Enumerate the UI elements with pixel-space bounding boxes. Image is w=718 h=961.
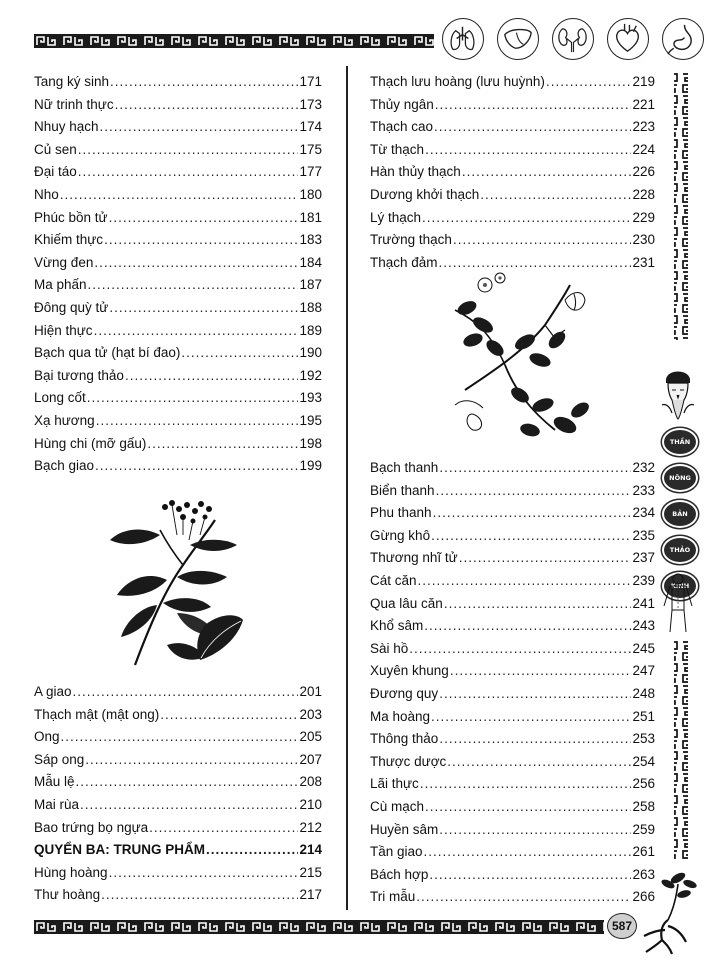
toc-entry-page: 228 (632, 187, 655, 202)
toc-entry (34, 185, 322, 205)
toc-entry-page: 203 (299, 707, 322, 722)
dot-leader (100, 117, 299, 137)
toc-entry-title: Hùng chi (mỡ gấu) (34, 436, 147, 451)
sage-portrait-illustration (660, 365, 696, 420)
toc-entry-page: 217 (299, 887, 322, 902)
toc-entry (370, 661, 655, 681)
toc-entry-page: 254 (632, 754, 655, 769)
toc-entry-page: 187 (299, 277, 322, 292)
toc-entry-page: 175 (299, 142, 322, 157)
toc-entry (34, 863, 322, 883)
dot-leader (422, 208, 631, 228)
dot-leader (206, 840, 298, 860)
toc-entry-title: Bao trứng bọ ngựa (34, 820, 149, 835)
toc-entry-title: Đông quỳ tử (34, 300, 109, 315)
toc-entry-title: Hàn thủy thạch (370, 164, 461, 179)
toc-entry-title: Thương nhĩ tử (370, 550, 458, 565)
toc-entry-page: 221 (632, 97, 655, 112)
toc-entry-page: 251 (632, 709, 655, 724)
toc-entry-page: 261 (632, 844, 655, 859)
toc-entry (34, 366, 322, 386)
toc-entry-title: Tần giao (370, 844, 423, 859)
toc-entry-title: Nhuy hạch (34, 119, 99, 134)
toc-entry-page: 171 (299, 74, 322, 89)
stomach-icon (662, 18, 704, 60)
toc-entry (34, 705, 322, 725)
toc-entry-title: Mẫu lệ (34, 774, 75, 789)
dot-leader (453, 230, 632, 250)
toc-entry-page: 180 (299, 187, 322, 202)
toc-entry (34, 727, 322, 747)
toc-entry (370, 458, 655, 478)
seal-badge: KINH (662, 572, 698, 600)
toc-entry-page: 190 (299, 345, 322, 360)
dot-leader (418, 571, 632, 591)
toc-entry-title: Bạch qua tử (hạt bí đao) (34, 345, 181, 360)
seal-badge: THẢO (662, 536, 698, 564)
toc-entry-page: 207 (299, 752, 322, 767)
dot-leader (61, 727, 299, 747)
toc-entry-title: Trường thạch (370, 232, 452, 247)
toc-entry (370, 842, 655, 862)
toc-entry-title: Đại táo (34, 164, 77, 179)
toc-entry-title: Phúc bồn tử (34, 210, 108, 225)
toc-entry-title: Ong (34, 729, 60, 744)
toc-entry-title: Cù mạch (370, 799, 425, 814)
toc-entry (370, 185, 655, 205)
toc-entry (34, 298, 322, 318)
dot-leader (149, 818, 298, 838)
toc-entry-page: 223 (632, 119, 655, 134)
toc-entry (34, 140, 322, 160)
toc-entry-title: Từ thạch (370, 142, 425, 157)
toc-entry-page: 188 (299, 300, 322, 315)
toc-entry-page: 226 (632, 164, 655, 179)
toc-entry-title: Lãi thực (370, 776, 419, 791)
toc-entry-title: Sáp ong (34, 752, 85, 767)
toc-entry-page: 253 (632, 731, 655, 746)
toc-entry (370, 481, 655, 501)
toc-entry-title: Ma phấn (34, 277, 87, 292)
toc-entry-page: 266 (632, 889, 655, 904)
toc-entry (34, 343, 322, 363)
dot-leader (480, 185, 631, 205)
toc-entry (370, 571, 655, 591)
page-number: 587 (607, 913, 637, 939)
dot-leader (125, 366, 299, 386)
dot-leader (88, 275, 299, 295)
toc-entry-title: Vừng đen (34, 255, 94, 270)
toc-entry-title: Tang ký sinh (34, 74, 110, 89)
toc-entry (34, 434, 322, 454)
toc-entry (34, 750, 322, 770)
toc-entry-page: 208 (299, 774, 322, 789)
toc-entry (370, 140, 655, 160)
toc-entry (370, 707, 655, 727)
toc-entry (370, 548, 655, 568)
acupuncture-figure-illustration (658, 572, 698, 634)
toc-entry-title: Bại tương thảo (34, 368, 124, 383)
toc-entry-page: 235 (632, 528, 655, 543)
toc-entry (34, 840, 322, 860)
toc-entry-page: 205 (299, 729, 322, 744)
toc-entry (34, 456, 322, 476)
liver-icon (497, 18, 539, 60)
dot-leader (429, 865, 631, 885)
toc-entry (370, 162, 655, 182)
dot-leader (160, 705, 298, 725)
heart-icon (607, 18, 649, 60)
toc-entry-page: 192 (299, 368, 322, 383)
toc-entry (370, 616, 655, 636)
dot-leader (416, 887, 631, 907)
toc-entry-title: Lý thạch (370, 210, 422, 225)
toc-entry-title: Thược dược (370, 754, 447, 769)
toc-entry-page: 263 (632, 867, 655, 882)
dot-leader (80, 795, 298, 815)
side-border-strip-top (666, 72, 696, 340)
dot-leader (450, 661, 632, 681)
dot-leader (425, 140, 631, 160)
dot-leader (409, 639, 631, 659)
toc-entry (370, 526, 655, 546)
toc-entry-page: 199 (299, 458, 322, 473)
rose-plant-illustration (445, 270, 595, 450)
dot-leader (94, 253, 298, 273)
dot-leader (444, 594, 632, 614)
toc-entry-page: 233 (632, 483, 655, 498)
toc-entry-page: 184 (299, 255, 322, 270)
dot-leader (431, 526, 631, 546)
toc-entry-page: 229 (632, 210, 655, 225)
toc-entry-page: 224 (632, 142, 655, 157)
dot-leader (94, 321, 299, 341)
toc-entry (370, 820, 655, 840)
toc-entry-title: Mai rùa (34, 797, 80, 812)
dot-leader (436, 481, 632, 501)
toc-entry-title: Sài hồ (370, 641, 409, 656)
toc-entry (34, 411, 322, 431)
dot-leader (109, 863, 299, 883)
toc-entry-title: Thủy ngân (370, 97, 434, 112)
dot-leader (109, 298, 298, 318)
dot-leader (439, 684, 631, 704)
dot-leader (424, 616, 631, 636)
dot-leader (104, 230, 298, 250)
dot-leader (433, 503, 632, 523)
toc-entry (370, 208, 655, 228)
toc-entry (34, 682, 322, 702)
toc-entry-page: 195 (299, 413, 322, 428)
toc-entry-title: Bạch giao (34, 458, 95, 473)
toc-entry-page: 258 (632, 799, 655, 814)
side-border-strip-bottom (666, 640, 696, 860)
dot-leader (420, 774, 632, 794)
lungs-icon (442, 18, 484, 60)
kidneys-icon (552, 18, 594, 60)
toc-entry (34, 117, 322, 137)
toc-entry-page: 247 (632, 663, 655, 678)
toc-entry-page: 189 (299, 323, 322, 338)
toc-entry-title: Thông thảo (370, 731, 439, 746)
toc-entry (370, 729, 655, 749)
toc-entry (34, 208, 322, 228)
toc-entry-title: Biển thanh (370, 483, 435, 498)
toc-entry-title: Xuyên khung (370, 663, 449, 678)
toc-entry (34, 275, 322, 295)
dot-leader (78, 140, 299, 160)
organ-icons (442, 18, 706, 62)
toc-entry-page: 230 (632, 232, 655, 247)
toc-entry (370, 797, 655, 817)
toc-entry-title: Qua lâu căn (370, 596, 443, 611)
toc-entry-title: Thạch mật (mật ong) (34, 707, 160, 722)
toc-entry-title: Bách hợp (370, 867, 429, 882)
dot-leader (447, 752, 631, 772)
dot-leader (439, 458, 631, 478)
toc-entry-page: 219 (632, 74, 655, 89)
dot-leader (101, 885, 298, 905)
top-border-band (34, 34, 434, 48)
toc-entry-page: 259 (632, 822, 655, 837)
toc-entry (370, 887, 655, 907)
toc-entry (370, 684, 655, 704)
toc-entry-title: Khiếm thực (34, 232, 104, 247)
toc-entry-page: 239 (632, 573, 655, 588)
dot-leader (424, 842, 632, 862)
toc-entry-page: 173 (299, 97, 322, 112)
dot-leader (181, 343, 298, 363)
toc-entry-page: 215 (299, 865, 322, 880)
toc-entry-title: Bạch thanh (370, 460, 439, 475)
toc-entry-page: 237 (632, 550, 655, 565)
dot-leader (73, 682, 299, 702)
dot-leader (439, 820, 631, 840)
toc-entry-page: 231 (632, 255, 655, 270)
toc-entry (34, 321, 322, 341)
dot-leader (60, 185, 299, 205)
toc-entry (370, 95, 655, 115)
toc-entry (370, 503, 655, 523)
toc-entry-page: 181 (299, 210, 322, 225)
toc-entry-page: 212 (299, 820, 322, 835)
toc-entry-page: 193 (299, 390, 322, 405)
dot-leader (96, 411, 299, 431)
bottom-border-band (34, 920, 604, 934)
toc-entry (34, 230, 322, 250)
toc-entry-page: 232 (632, 460, 655, 475)
toc-entry (370, 117, 655, 137)
toc-entry-title: Dương khởi thạch (370, 187, 480, 202)
toc-entry-title: Thạch đảm (370, 255, 438, 270)
toc-entry-title: Củ sen (34, 142, 77, 157)
dot-leader (78, 162, 299, 182)
seal-badge: THẦN (662, 428, 698, 456)
toc-entry (370, 774, 655, 794)
toc-entry-title: Huyền sâm (370, 822, 439, 837)
toc-entry-title: Ma hoàng (370, 709, 431, 724)
seal-badge: BẢN (662, 500, 698, 528)
toc-entry-title: A giao (34, 684, 72, 699)
toc-entry-page: 183 (299, 232, 322, 247)
herb-plant-illustration (105, 495, 245, 675)
dot-leader (434, 117, 631, 137)
dot-leader (439, 729, 631, 749)
dot-leader (425, 797, 631, 817)
toc-entry-page: 174 (299, 119, 322, 134)
toc-entry-title: Long cốt (34, 390, 86, 405)
toc-entry-title: Nho (34, 187, 59, 202)
toc-entry (34, 72, 322, 92)
toc-entry-page: 248 (632, 686, 655, 701)
toc-entry-title: Nữ trinh thực (34, 97, 114, 112)
toc-entry-page: 241 (632, 596, 655, 611)
toc-entry (34, 388, 322, 408)
toc-entry-page: 234 (632, 505, 655, 520)
toc-entry (34, 772, 322, 792)
toc-entry-title: Hiện thực (34, 323, 93, 338)
toc-entry-page: 201 (299, 684, 322, 699)
toc-entry-title: Xạ hương (34, 413, 95, 428)
toc-entry-page: 177 (299, 164, 322, 179)
ginseng-root-illustration (638, 870, 698, 955)
toc-entry (34, 95, 322, 115)
toc-entry-title: Thạch lưu hoàng (lưu huỳnh) (370, 74, 545, 89)
toc-entry-title: Gừng khô (370, 528, 431, 543)
dot-leader (546, 72, 632, 92)
toc-entry-title: Tri mẫu (370, 889, 416, 904)
toc-entry-title: Phu thanh (370, 505, 432, 520)
dot-leader (147, 434, 298, 454)
toc-entry-page: 256 (632, 776, 655, 791)
toc-entry (34, 253, 322, 273)
toc-entry-title: Khổ sâm (370, 618, 424, 633)
toc-entry (370, 594, 655, 614)
toc-entry-title: QUYỂN BA: TRUNG PHẨM (34, 842, 205, 857)
dot-leader (431, 707, 631, 727)
toc-entry (34, 162, 322, 182)
toc-entry (34, 885, 322, 905)
toc-entry (370, 639, 655, 659)
toc-entry (370, 865, 655, 885)
dot-leader (435, 95, 632, 115)
dot-leader (95, 456, 298, 476)
dot-leader (110, 72, 298, 92)
seal-badge: NÔNG (662, 464, 698, 492)
toc-entry-title: Cát căn (370, 573, 417, 588)
toc-entry-title: Đương quy (370, 686, 439, 701)
toc-entry-title: Hùng hoàng (34, 865, 108, 880)
toc-entry-page: 243 (632, 618, 655, 633)
toc-entry (370, 752, 655, 772)
toc-entry-page: 210 (299, 797, 322, 812)
column-divider (346, 66, 348, 910)
toc-entry (34, 818, 322, 838)
dot-leader (115, 95, 299, 115)
toc-entry-page: 245 (632, 641, 655, 656)
toc-entry (34, 795, 322, 815)
dot-leader (76, 772, 299, 792)
dot-leader (87, 388, 299, 408)
dot-leader (109, 208, 299, 228)
toc-entry-page: 214 (299, 842, 322, 857)
toc-entry (370, 72, 655, 92)
toc-entry (370, 230, 655, 250)
toc-entry-title: Thư hoàng (34, 887, 101, 902)
toc-entry-page: 198 (299, 436, 322, 451)
dot-leader (462, 162, 632, 182)
dot-leader (85, 750, 298, 770)
dot-leader (459, 548, 632, 568)
toc-entry-title: Thạch cao (370, 119, 434, 134)
